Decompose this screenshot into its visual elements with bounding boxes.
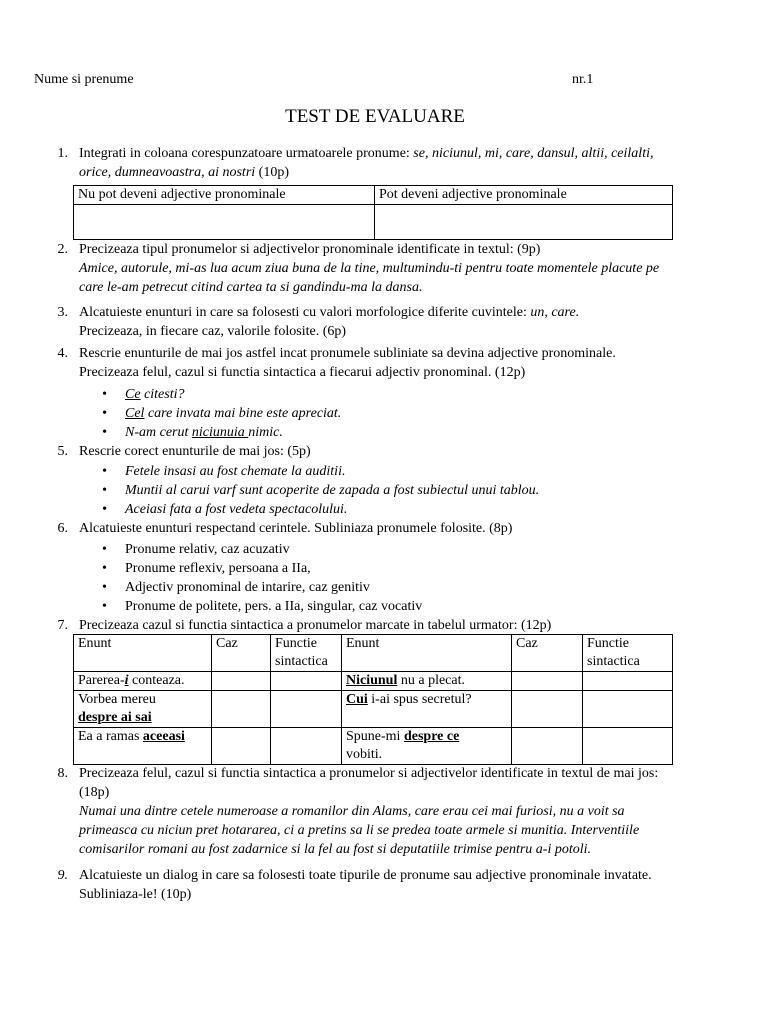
q7-answer-cell[interactable] [212,691,271,728]
q1-number: 1. [57,146,68,161]
list-item: • Cel care invata mai bine este apreciat. [79,404,341,423]
q7-answer-cell[interactable] [271,672,342,691]
list-item: • Ce citesti? [79,385,341,404]
q7-header-enunt-left: Enunt [74,635,212,672]
q8-number: 8. [57,766,68,781]
list-item: • Pronume reflexiv, persoana a IIa, [79,559,422,578]
q2-number: 2. [57,242,68,257]
q7-answer-cell[interactable] [583,728,673,765]
q1-words-line2: orice, dumneavoastra, ai nostri [79,165,256,180]
q1-table [73,185,673,240]
q3-text: Alcatuieste enunturi in care sa folosesti cu valori morfologice diferite cuvintele: un, care. Precizeaza, in fiecare caz, valorile folosite. (6p) [79,305,580,339]
q1-words-line1: se, niciunul, mi, care, dansul, altii, ceilalti, [413,146,654,161]
q6-text: Alcatuieste enunturi respectand cerintele. Subliniaza pronumele folosite. (8p) [79,521,513,536]
q5-list [79,462,539,519]
q7-text: Precizeaza cazul si functia sintactica a pronumelor marcate in tabelul urmator: (12p) [79,618,552,633]
q8-quote-line2: primeasca cu niciun pret hotararea, ci a pretins sa li se predea toate armele si munitia. Interventiile [79,823,640,838]
q7-answer-cell[interactable] [212,672,271,691]
q4-list [79,385,341,442]
q7-cell: Niciunul nu a plecat. [342,672,512,691]
q7-answer-cell[interactable] [212,728,271,765]
table-row [74,672,673,691]
q6-number: 6. [57,521,68,536]
name-label: Nume si prenume [34,72,134,87]
q7-answer-cell[interactable] [583,672,673,691]
q8-quote-line1: Numai una dintre cetele numeroase a romanilor din Alams, care erau cei mai furiosi, nu a voit sa [79,804,625,819]
q1-answer-cell-1[interactable] [74,205,375,240]
q7-answer-cell[interactable] [512,672,583,691]
q7-header-enunt-right: Enunt [342,635,512,672]
list-item: • Aceiasi fata a fost vedeta spectacolului. [79,500,539,519]
q4-number: 4. [57,346,68,361]
list-item: • Pronume de politete, pers. a IIa, singular, caz vocativ [79,597,422,616]
q8-text: Precizeaza felul, cazul si functia sintactica a pronumelor si adjectivelor identificate in textul de mai jos: (18p) Numai una dintre cetele numeroase a romanilor din Alams, care erau cei mai furiosi, nu a voit sa primeasca cu niciun pret hotararea, ci a pretins sa li se predea toate armele si munitia. Interventiile comisarilor romani au fost zadarnice si la fel au fost si deputatiile trimise pentru a-i potoli. [79,766,659,857]
q7-cell: Spune-mi despre ce vobiti. [342,728,512,765]
q8-quote-line3: comisarilor romani au fost zadarnice si la fel au fost si deputatiile trimise pentru a-i potoli. [79,842,592,857]
q5-text: Rescrie corect enunturile de mai jos: (5p) [79,444,311,459]
q7-answer-cell[interactable] [271,691,342,728]
q5-number: 5. [57,444,68,459]
q2-quote-line1: Amice, autorule, mi-as lua acum ziua buna de la tine, multumindu-ti pentru toate momentele placute pe [79,261,660,276]
page-title: TEST DE EVALUARE [285,106,465,127]
q1-text: Integrati in coloana corespunzatoare urmatoarele pronume: se, niciunul, mi, care, dansul, altii, ceilalti, orice, dumneavoastra, ai nostri (10p) [79,146,654,180]
q3-words: un, care. [530,305,580,320]
q9-text: Alcatuieste un dialog in care sa folosesti toate tipurile de pronume sau adjective pronominale invatate. Subliniaza-le! (10p) [79,868,652,902]
q7-header-functie-right: Functie sintactica [583,635,673,672]
q3-number: 3. [57,305,68,320]
q7-cell: Parerea-i conteaza. [74,672,212,691]
list-item: • Pronume relativ, caz acuzativ [79,540,422,559]
q7-header-caz-left: Caz [212,635,271,672]
q6-list [79,540,422,616]
list-item: • N-am cerut niciunuia nimic. [79,423,341,442]
list-item: • Fetele insasi au fost chemate la auditii. [79,462,539,481]
q1-col2-header: Pot deveni adjective pronominale [375,186,673,205]
q1-col1-header: Nu pot deveni adjective pronominale [74,186,375,205]
q7-answer-cell[interactable] [512,691,583,728]
q1-answer-cell-2[interactable] [375,205,673,240]
q7-header-functie-left: Functie sintactica [271,635,342,672]
q7-answer-cell[interactable] [583,691,673,728]
q7-number: 7. [57,618,68,633]
table-row [74,728,673,765]
q7-table [73,634,673,765]
table-row [74,691,673,728]
q7-header-caz-right: Caz [512,635,583,672]
q2-text: Precizeaza tipul pronumelor si adjectivelor pronominale identificate in textul: (9p) Amice, autorule, mi-as lua acum ziua buna de la tine, multumindu-ti pentru toate momentele placute pe care le-am petrecut citind cartea ta si gandindu-ma la dansa. [79,242,660,295]
list-item: • Muntii al carui varf sunt acoperite de zapada a fost subiectul unui tablou. [79,481,539,500]
q7-cell: Cui i-ai spus secretul? [342,691,512,728]
q1-points: (10p) [255,165,289,180]
list-item: • Adjectiv pronominal de intarire, caz genitiv [79,578,422,597]
q9-number: 9. [57,868,68,883]
q7-answer-cell[interactable] [271,728,342,765]
q7-answer-cell[interactable] [512,728,583,765]
q7-cell: Vorbea mereu despre ai sai [74,691,212,728]
q4-text: Rescrie enunturile de mai jos astfel incat pronumele subliniate sa devina adjective pronominale. Precizeaza felul, cazul si functia sintactica a fiecarui adjectiv pronominal. (12p) [79,346,616,380]
q7-cell: Ea a ramas aceeasi [74,728,212,765]
q3-line2: Precizeaza, in fiecare caz, valorile folosite. (6p) [79,324,347,339]
q2-quote-line2: care le-am petrecut citind cartea ta si gandindu-ma la dansa. [79,280,423,295]
test-number: nr.1 [572,72,594,87]
